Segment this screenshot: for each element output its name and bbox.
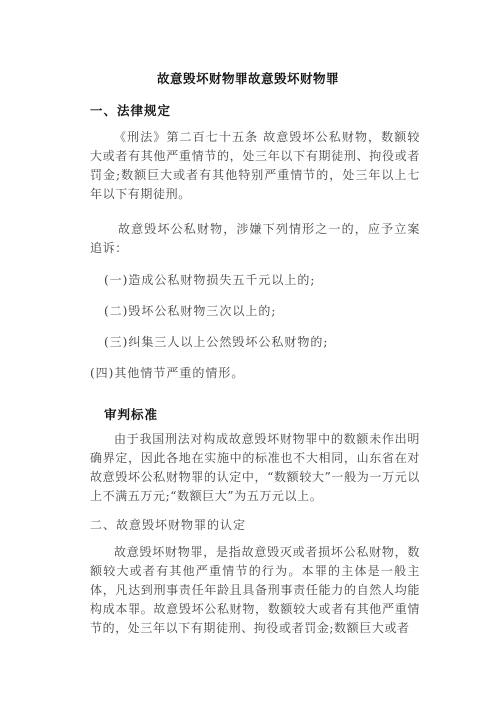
document-title: 故意毁坏财物罪故意毁坏财物罪 [156, 71, 339, 86]
section-heading-crime-determination: 二、故意毁坏财物罪的认定 [90, 518, 247, 532]
paragraph-crime-determination: 故意毁坏财物罪，是指故意毁灭或者损坏公私财物，数额较大或者有其他严重情节的行为。本罪的主体是一般主体，凡达到刑事责任年龄且具备刑事责任能力的自然人均能构成本罪。故意毁坏公私财物，数额较大或者有其他严重情节的，处三年以下有期徒刑、拘役或者罚金;数额巨大或者 [90, 545, 420, 635]
section-heading-legal-provisions: 一、法律规定 [90, 103, 172, 118]
paragraph-judgement-standard: 由于我国刑法对构成故意毁坏财物罪中的数额未作出明确界定，因此各地在实施中的标准也不大相同，山东省在对故意毁坏公私财物罪的认定中，“数额较大”一般为一万元以上不满五万元;“数额巨大”为五万元以上。 [90, 432, 420, 503]
list-item-loss-amount: (一)造成公私财物损失五千元以上的; [104, 273, 316, 287]
list-item-three-times: (二)毁坏公私财物三次以上的; [104, 304, 277, 318]
paragraph-criminal-law-article: 《刑法》第二百七十五条 故意毁坏公私财物，数额较大或者有其他严重情节的，处三年以下有期徒刑、拘役或者罚金;数额巨大或者有其他特别严重情节的，处三年以上七年以下有期徒刑。 [90, 130, 420, 201]
section-heading-judgement-standard: 审判标准 [104, 407, 159, 422]
paragraph-prosecution-criteria: 故意毁坏公私财物，涉嫌下列情形之一的，应予立案追诉： [90, 222, 420, 255]
list-item-gathering: (三)纠集三人以上公然毁坏公私财物的; [104, 335, 329, 349]
list-item-other-serious: (四)其他情节严重的情形。 [90, 366, 245, 380]
